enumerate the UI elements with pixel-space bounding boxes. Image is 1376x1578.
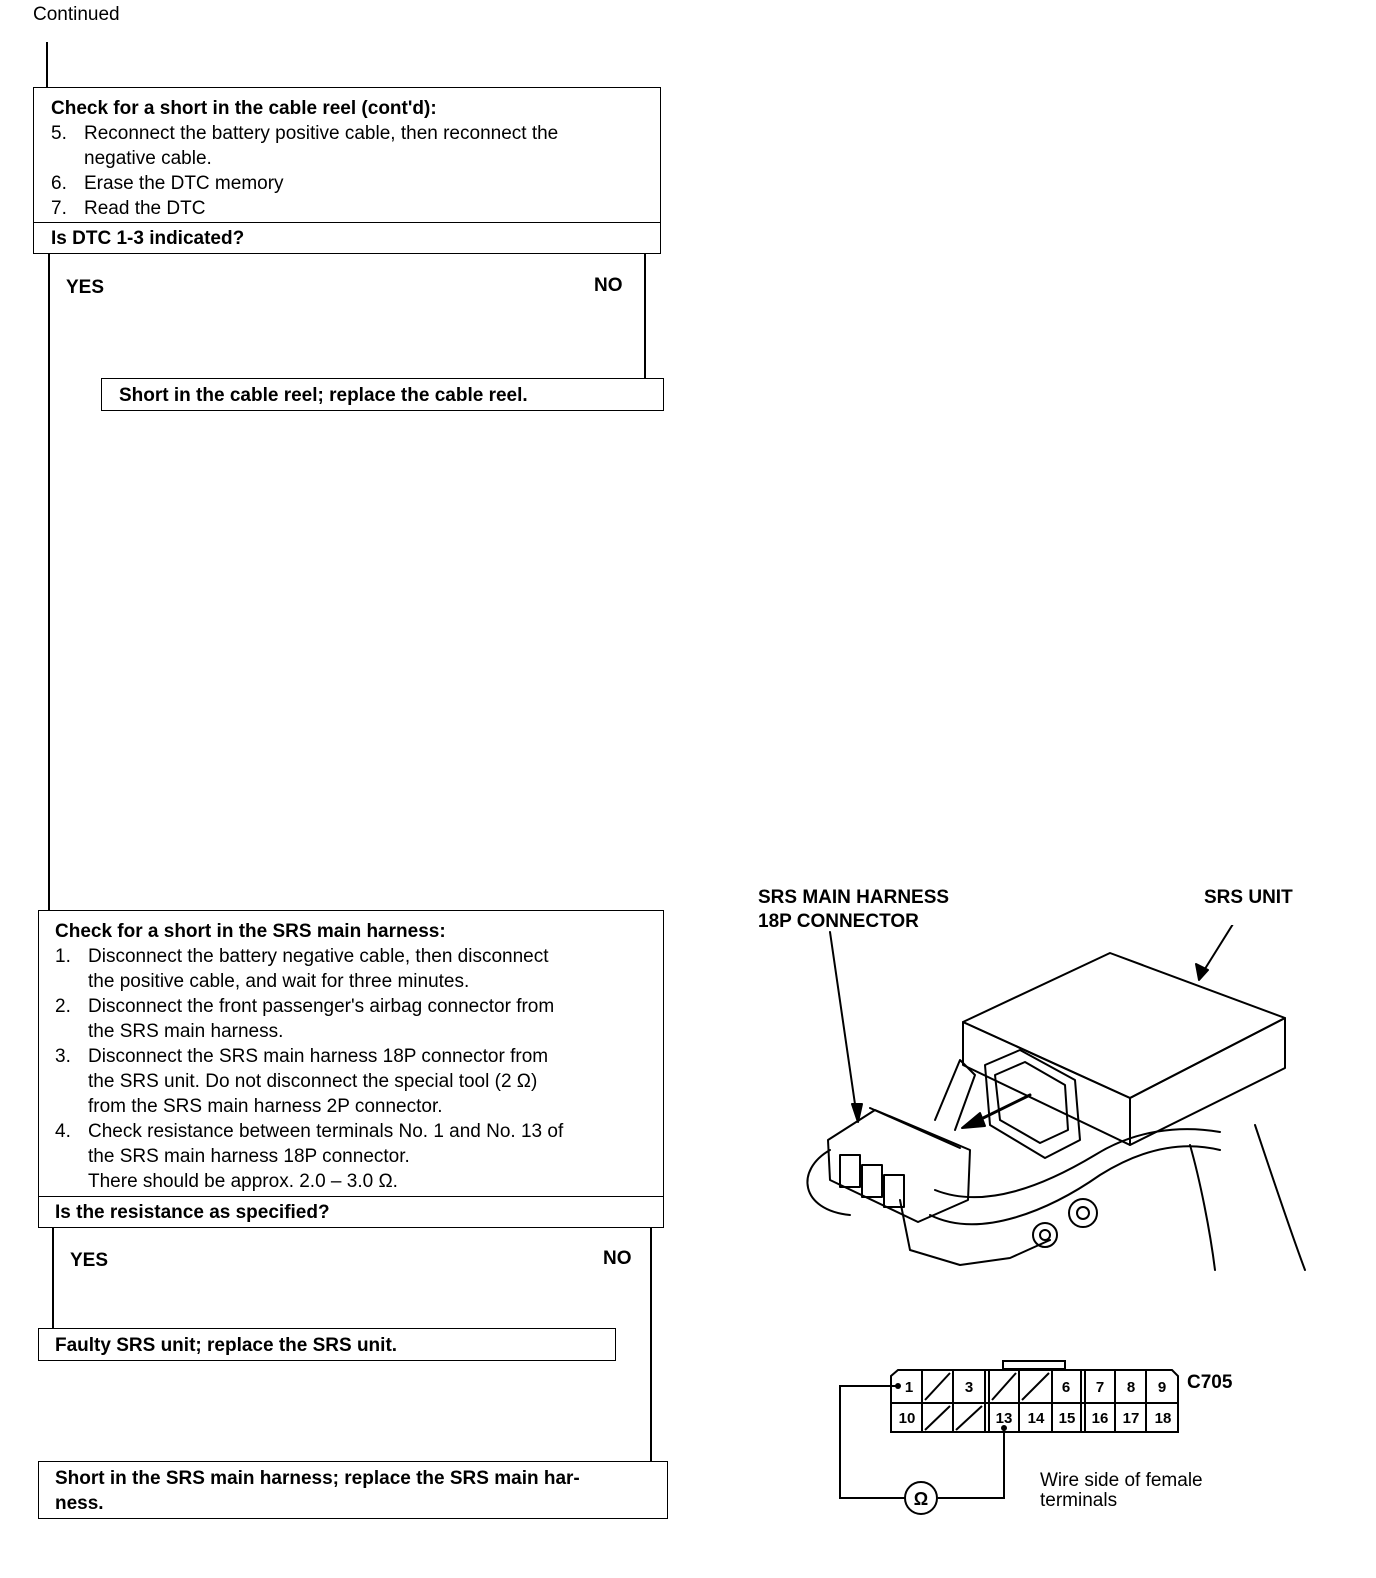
flow1-yes-line [48, 254, 50, 912]
flow2-no-result-box [38, 1461, 668, 1519]
flow2-no-label: NO [603, 1248, 632, 1269]
flow1-step [51, 121, 651, 171]
flow2-no-result-line2: ness. [55, 1493, 104, 1514]
step-text: Disconnect the SRS main harness 18P connector from [88, 1046, 549, 1067]
connector-leader-line [830, 932, 857, 1118]
connector-lock-tab [1003, 1361, 1065, 1369]
body-panel-edge [1190, 1145, 1215, 1270]
empty-terminal [925, 1406, 950, 1430]
unit-side-face [1130, 1018, 1285, 1145]
empty-terminal [956, 1406, 982, 1430]
connector-label-line1: SRS MAIN HARNESS [758, 887, 950, 908]
flow2-yes-result-box [38, 1328, 616, 1361]
flow1-result: Short in the cable reel; replace the cable reel. [119, 385, 528, 406]
flow2-step [55, 1119, 655, 1194]
flow2-step [55, 944, 655, 994]
step-number: 5. [51, 123, 67, 144]
pin-1: 1 [904, 1379, 914, 1396]
step-text: the SRS main harness. [88, 1021, 284, 1042]
flow1-question: Is DTC 1-3 indicated? [51, 228, 245, 249]
flow2-check-box [38, 910, 664, 1197]
empty-terminal [992, 1373, 1016, 1400]
step-text: Disconnect the battery negative cable, then disconnect [88, 946, 549, 967]
pin-6: 6 [1061, 1379, 1071, 1396]
harness-connector [828, 1110, 970, 1222]
step-text: the SRS unit. Do not disconnect the special tool (2 Ω) [88, 1071, 538, 1092]
disconnect-arrow-line [975, 1095, 1030, 1122]
unit-top-face [963, 953, 1285, 1098]
body-panel-edge [1255, 1125, 1305, 1270]
flow2-yes-line [52, 1228, 54, 1328]
step-text: from the SRS main harness 2P connector. [88, 1096, 443, 1117]
step-number: 7. [51, 198, 67, 219]
flow2-no-line [650, 1228, 652, 1462]
mount-bolt [1033, 1223, 1057, 1247]
connector-caption-line1: Wire side of female [1040, 1470, 1203, 1491]
step-text: Erase the DTC memory [84, 173, 284, 194]
pin-3: 3 [964, 1379, 974, 1396]
continued-label: Continued [33, 4, 120, 25]
step-number: 3. [55, 1046, 71, 1067]
empty-terminal [1022, 1373, 1049, 1400]
mount-bolt-center [1040, 1230, 1050, 1240]
pin-8: 8 [1126, 1379, 1136, 1396]
pin-16: 16 [1091, 1410, 1109, 1427]
flow1-question-box [33, 222, 661, 254]
unit-bracket [935, 1060, 975, 1130]
step-text: Reconnect the battery positive cable, then reconnect the [84, 123, 559, 144]
step-number: 6. [51, 173, 67, 194]
harness-connector-edge [870, 1108, 960, 1148]
flow1-no-line [644, 254, 646, 378]
connector-id: C705 [1187, 1372, 1233, 1393]
step-number: 1. [55, 946, 71, 967]
disconnect-arrow-head [962, 1113, 985, 1128]
flow2-question: Is the resistance as specified? [55, 1202, 330, 1223]
step-text: Check resistance between terminals No. 1 and No. 13 of [88, 1121, 564, 1142]
ohm-symbol: Ω [913, 1489, 929, 1509]
flow1-step [51, 196, 651, 221]
pin-7: 7 [1095, 1379, 1105, 1396]
flow1-title: Check for a short in the cable reel (cont'd): [51, 98, 437, 119]
harness-pin-slot [840, 1155, 860, 1187]
flow2-yes-label: YES [70, 1250, 109, 1271]
flow1-step [51, 171, 651, 196]
step-text: Disconnect the front passenger's airbag connector from [88, 996, 555, 1017]
probe-point-1 [895, 1383, 901, 1389]
unit-leader-line [1203, 925, 1238, 972]
unit-label: SRS UNIT [1204, 887, 1293, 908]
step-text: the SRS main harness 18P connector. [88, 1146, 410, 1167]
step-text: the positive cable, and wait for three minutes. [88, 971, 470, 992]
connector-pinout [830, 1355, 1250, 1535]
pin-15: 15 [1058, 1410, 1076, 1427]
step-text: negative cable. [84, 148, 212, 169]
pin-9: 9 [1157, 1379, 1167, 1396]
flow2-title: Check for a short in the SRS main harness: [55, 921, 446, 942]
step-text: There should be approx. 2.0 – 3.0 Ω. [88, 1171, 398, 1192]
mount-bolt [1069, 1199, 1097, 1227]
flow2-question-box [38, 1196, 664, 1228]
meter-lead [938, 1428, 1004, 1498]
pin-17: 17 [1122, 1410, 1140, 1427]
pin-18: 18 [1154, 1410, 1172, 1427]
pin-14: 14 [1027, 1410, 1045, 1427]
unit-socket-inner [995, 1062, 1068, 1143]
empty-terminal [925, 1373, 950, 1400]
flow1-yes-label: YES [66, 277, 105, 298]
mount-bolt-center [1077, 1207, 1089, 1219]
flow-connector-line [46, 42, 48, 88]
unit-front-face [963, 1022, 1130, 1145]
flow1-check-box [33, 87, 661, 223]
flow1-result-box [101, 378, 664, 411]
flow2-yes-result: Faulty SRS unit; replace the SRS unit. [55, 1335, 398, 1356]
flow2-no-result-line1: Short in the SRS main harness; replace the SRS main har- [55, 1468, 580, 1489]
srs-unit-illustration [780, 925, 1320, 1285]
step-number: 4. [55, 1121, 71, 1142]
flow1-no-label: NO [594, 275, 623, 296]
harness-pin-slot [862, 1165, 882, 1197]
flow2-step [55, 994, 655, 1044]
pin-10: 10 [898, 1410, 916, 1427]
connector-caption-line2: terminals [1040, 1490, 1118, 1511]
pin-13: 13 [995, 1410, 1013, 1427]
connector-label-line2: 18P CONNECTOR [758, 911, 919, 932]
harness-cable [930, 1146, 1220, 1224]
step-text: Read the DTC [84, 198, 206, 219]
harness-cable [935, 1129, 1220, 1197]
flow2-step [55, 1044, 655, 1119]
step-number: 2. [55, 996, 71, 1017]
mount-base [900, 1200, 1050, 1265]
